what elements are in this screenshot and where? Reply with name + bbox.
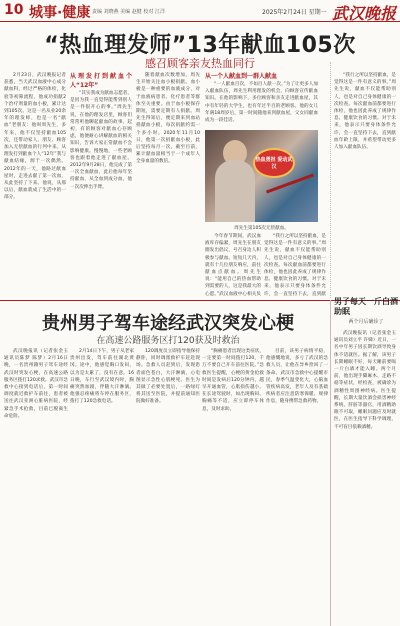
article-column — [70, 72, 132, 297]
paragraph: 武汉晚报讯（记者张金玉 通讯员刘立平 许娣）近日，一名中年男子因长期饮酒导致身体不适就医。据了解，该男子长期睡眠不好，每天睡前要喝一斤白酒才能入睡。两个月前，他出现手脚麻木、走路不稳等症状，经检查，被确诊为酒精性周围神经病。医生提醒，长期大量饮酒会损害神经系统、肝脏等器官，用酒精助眠不可取，睡眠问题应及时就医，在医生指导下科学调理，不可盲目依赖酒精。 — [334, 331, 396, 430]
column-divider — [330, 300, 331, 626]
article-column — [136, 72, 200, 297]
section-title: 城事·健康 — [29, 5, 91, 21]
column-divider — [330, 62, 331, 298]
paragraph: “我行之所以坚持献血，是觉得这是一件有意义的事。”周先生说，献血不仅能帮助别人，也是对自己身体健康的一次检查。每次献血前都要进行体检，他也因此养成了规律作息、健康饮食的习惯。对于未来，他表示只要身体条件允许，会一直坚持下去，直到献 — [264, 234, 326, 297]
paragraph: 目前，该男子病情平稳，他感慨地说，多亏了武汉的急救人员，让他在异乡捡回了一条命。武汉市急救中心提醒市民，春季气温变化大，心脑血管疾病高发，老年人及有基础疾病者应注意防寒保暖、规律作息，随身携带急救药物。 — [266, 349, 328, 405]
page-number: 10 — [4, 2, 24, 18]
article-column — [266, 348, 328, 622]
paragraph: 随着献血次数增加，周先生开始关注血小板捐献。血小板是一种重要的血液成分，对于血液病患者、化疗患者等群体至关重要。由于血小板保存期短，需要定期有人捐献。周先生得知后，便定期来到血站捐献血小板，每次捐献约需一个多小时。2020年11月10日，他第一次捐献血小板，此后坚持每月一次，截至目前，累计献血量相当于一个成年人全身血量的数倍。 — [136, 73, 200, 165]
article-column — [4, 72, 66, 297]
article-subhead: 在高速公路服务区打120获及时救治 — [96, 336, 240, 346]
article-column — [136, 348, 200, 622]
sidebar-body — [334, 330, 396, 622]
article-column — [264, 233, 326, 297]
article-headline: “热血理发师”13年献血105次 — [44, 33, 356, 58]
issue-date: 2025年2月24日 星期一 — [262, 9, 327, 16]
paragraph: 武汉晚报讯（记者张金玉 通讯员陈梦 陈梦）2月16日晚，一名贵州籍男子驾车途经武汉时突发心梗，在高速公路服务区拨打120求救。武汉市急救中心接到电话后，第一时间调度就近救护车前往，患者被送往武汉亚洲心脏病医院，经紧急手术抢救，目前已脱离生命危险。 — [4, 349, 68, 419]
article-column — [205, 72, 318, 128]
photo-caption: 周先生第105次无偿献血。 — [234, 226, 289, 231]
article-subtitle: 从一个人献血到一群人献血 — [205, 73, 278, 80]
paragraph: 120调度员立即指导他保持静卧，同时调派救护车赶赴现场。急救人员赶到后，发现患者面色苍白，大汗淋漓，心电图显示急性心肌梗死。医生为其做了必要处置后，一路绿灯将其送至医院，并提前通知医院做好准备。 — [136, 349, 200, 405]
paragraph: “一人献血百次，不如百人献一次。”为了让更多人加入献血队伍，周先生利用理发的机会，向顾客宣传献血知识。在他的影响下，多位顾客和亲友走进献血屋，其中有年轻的大学生，也有年过半百的老顾客。他的女儿年满18周岁后，第一时间随他来到献血屋，父女同献血成为一段佳话。 — [205, 82, 318, 124]
article-column — [4, 348, 68, 622]
article-column — [70, 348, 134, 622]
article-headline: 贵州男子驾车途经武汉突发心梗 — [42, 313, 294, 334]
photo-sign-text: 热血勇担 爱动武汉 — [255, 157, 293, 170]
editors-credit: 责编 刘晓燕 美编 赵健 校对 江洋 — [92, 9, 165, 15]
article-column — [205, 233, 261, 297]
sidebar-subhead: 两个月后确诊了 — [348, 319, 384, 325]
newspaper-logo: 武汉晚报 — [332, 4, 397, 23]
paragraph: “我行之所以坚持献血，是觉得这是一件有意义的事。”周先生说，献血不仅能帮助别人，也是对自己身体健康的一次检查。每次献血前都要进行体检，他也因此养成了规律作息、健康饮食的习惯。对于未来，他表示只要身体条件允许，会一直坚持下去，直到献血年龄上限，并希望带动更多人加入献血队伍。 — [334, 73, 396, 151]
paragraph: “胸痛患者出现这类症状，一定要第一时间拨打120，千万不要自己开车前往医院。”急救医生提醒，心梗的黄金抢救时间是发病后120分钟内，越早开通血管，心肌损伤越小。在长途驾驶时，如出现胸闷、胸痛等不适，应立即停车休息，及时求助。 — [202, 349, 264, 412]
donor-figure — [215, 160, 255, 222]
donation-photo — [205, 130, 318, 222]
article-column — [334, 72, 396, 297]
sidebar-headline: 男子每天一斤白酒助眠 — [334, 297, 398, 316]
paragraph: 今年春节期间，武汉血液库存偏紧，周先生在朋友圈发出倡议，号召身边人积极参与献血。短短几天内，就有十几位朋友响应，前往献血点献血。周先生说：“能用自己的热血帮助到需要的人，这是我最大的心愿。”武汉血液中心相关负 — [205, 234, 261, 297]
article-subhead: 感召顾客亲友热血同行 — [145, 57, 255, 70]
paragraph: 2月23日，武汉晚报记者获悉，当天武汉血液中心成分献血科，经过严格的体检，化验等初筛流程，他成功捐献2个治疗剂量的血小板，累计达到105次。这是一名从业20余年的理发师，也是一名“献血”老朋友：他叫周先生，多年来，他不仅坚持献血105次，还带动家人、朋友、顾客加入无偿献血的行列中来。从理发打到献血个人“12年”我与献血结缘，源于一次偶然。2012年的一天，他路过献血屋时，走进去献了第一次血，从此坚持了下来。他说，从那以后，献血就成了生活中的一部分。 — [4, 73, 66, 201]
paragraph: 2月14日下午，男子从老家贵州出发，驾车前往湖北黄冈。途中，他感觉胸口发闷，以为是太累了，没有在意。16日晚，车行至武汉境内时，胸痛突然加剧，伴随大汗淋漓。他强忍疼痛将车停在服务区，拨打了120急救电话。 — [70, 349, 134, 405]
article-column — [202, 348, 264, 622]
paragraph: “其实我成为献血志愿者，是因为我一直觉得能帮到别人是一件很开心的事。”周先生说，在他的理发店里，顾客们常常听他聊起献血的故事。起初，有的顾客对献血心存顾虑，他便耐心讲解献血的相关知识，告诉大家正常献血不会影响健康。慢慢地，一些老顾客也跟着他走进了献血屋。2012年9月28日，他完成了第一次全血献血，此后他每年坚持献血，从全血到成分血，他一次次伸出手臂。 — [70, 91, 132, 190]
article-subtitle: 从理发打到献血个人“12年” — [70, 73, 132, 89]
